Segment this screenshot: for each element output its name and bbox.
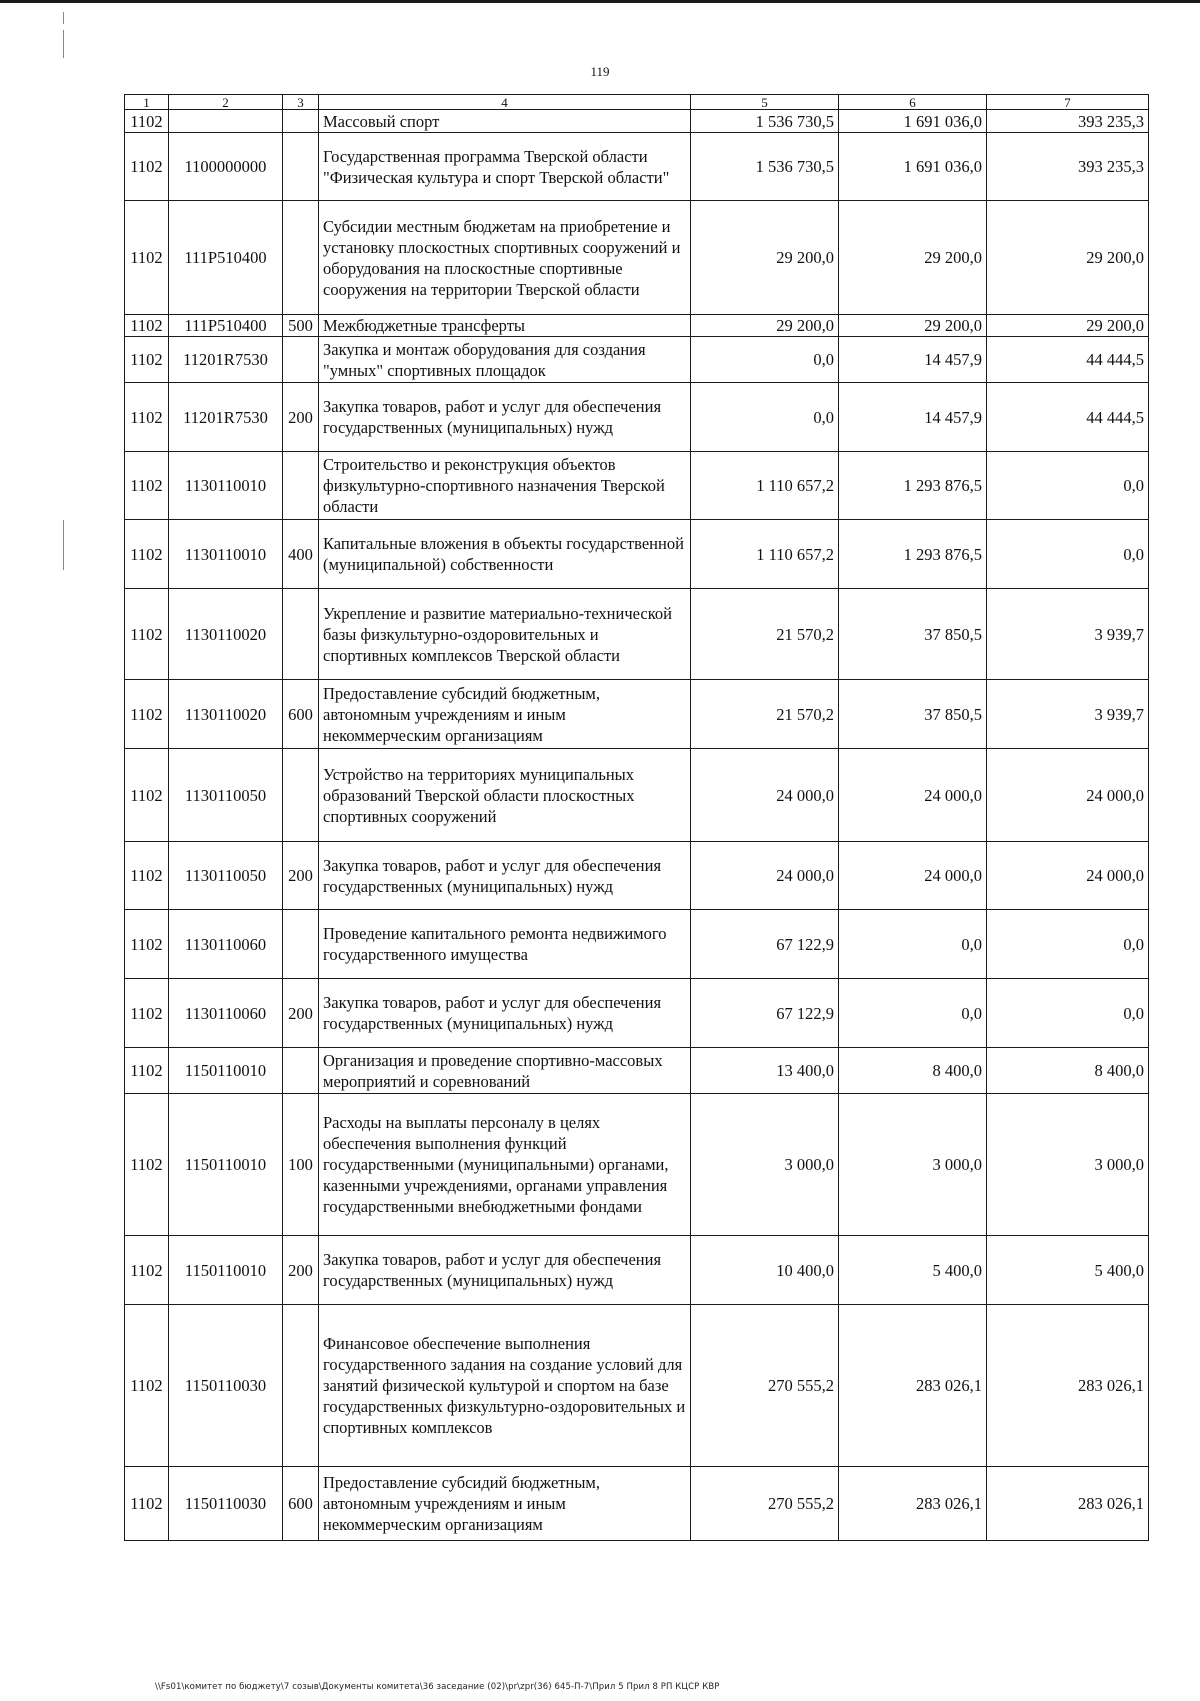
amount-col5: 29 200,0	[691, 315, 839, 337]
section-code: 1102	[125, 201, 169, 315]
expense-type-code	[283, 133, 319, 201]
table-row	[125, 1467, 1149, 1541]
scan-artifact	[63, 12, 64, 24]
item-name: Проведение капитального ремонта недвижимого государственного имущества	[319, 910, 691, 979]
item-name: Закупка товаров, работ и услуг для обеспечения государственных (муниципальных) нужд	[319, 979, 691, 1048]
target-article-code: 1150110010	[169, 1094, 283, 1236]
section-code: 1102	[125, 1305, 169, 1467]
amount-col7: 3 000,0	[987, 1094, 1149, 1236]
section-code: 1102	[125, 910, 169, 979]
amount-col6: 37 850,5	[839, 680, 987, 749]
expense-type-code: 200	[283, 842, 319, 910]
amount-col7: 44 444,5	[987, 337, 1149, 383]
target-article-code: 1130110010	[169, 452, 283, 520]
column-header: 2	[169, 95, 283, 110]
scan-artifact	[63, 30, 64, 58]
table-row	[125, 315, 1149, 337]
amount-col6: 29 200,0	[839, 315, 987, 337]
page-number: 119	[590, 64, 610, 79]
expense-type-code	[283, 589, 319, 680]
amount-col7: 8 400,0	[987, 1048, 1149, 1094]
table-row	[125, 337, 1149, 383]
amount-col5: 21 570,2	[691, 589, 839, 680]
column-header: 4	[319, 95, 691, 110]
table-row	[125, 979, 1149, 1048]
target-article-code: 1130110010	[169, 520, 283, 589]
item-name: Массовый спорт	[319, 110, 691, 133]
column-header: 1	[125, 95, 169, 110]
section-code: 1102	[125, 1094, 169, 1236]
amount-col6: 283 026,1	[839, 1305, 987, 1467]
item-name: Государственная программа Тверской области "Физическая культура и спорт Тверской области"	[319, 133, 691, 201]
table-row	[125, 110, 1149, 133]
amount-col7: 29 200,0	[987, 201, 1149, 315]
amount-col5: 13 400,0	[691, 1048, 839, 1094]
budget-table	[124, 94, 1149, 1541]
amount-col7: 29 200,0	[987, 315, 1149, 337]
section-code: 1102	[125, 1048, 169, 1094]
target-article-code: 1150110010	[169, 1236, 283, 1305]
amount-col5: 270 555,2	[691, 1305, 839, 1467]
section-code: 1102	[125, 383, 169, 452]
amount-col5: 3 000,0	[691, 1094, 839, 1236]
amount-col5: 0,0	[691, 337, 839, 383]
target-article-code: 111P510400	[169, 315, 283, 337]
section-code: 1102	[125, 979, 169, 1048]
amount-col7: 44 444,5	[987, 383, 1149, 452]
target-article-code: 11201R7530	[169, 383, 283, 452]
table-row	[125, 520, 1149, 589]
section-code: 1102	[125, 1467, 169, 1541]
target-article-code: 1150110010	[169, 1048, 283, 1094]
section-code: 1102	[125, 520, 169, 589]
expense-type-code: 100	[283, 1094, 319, 1236]
section-code: 1102	[125, 133, 169, 201]
target-article-code: 1150110030	[169, 1305, 283, 1467]
section-code: 1102	[125, 1236, 169, 1305]
amount-col7: 393 235,3	[987, 110, 1149, 133]
amount-col5: 29 200,0	[691, 201, 839, 315]
file-path-footer: \\Fs01\комитет по бюджету\7 созыв\Документы комитета\36 заседание (02)\pr\zpr(36) 645-П-7\Прил 5 Прил 8 РП КЦСР КВР	[155, 1682, 720, 1692]
item-name: Закупка товаров, работ и услуг для обеспечения государственных (муниципальных) нужд	[319, 842, 691, 910]
target-article-code: 1130110060	[169, 979, 283, 1048]
target-article-code: 1150110030	[169, 1467, 283, 1541]
target-article-code: 1130110050	[169, 749, 283, 842]
table-row	[125, 1094, 1149, 1236]
amount-col6: 1 691 036,0	[839, 110, 987, 133]
item-name: Закупка и монтаж оборудования для создания "умных" спортивных площадок	[319, 337, 691, 383]
expense-type-code: 600	[283, 680, 319, 749]
amount-col7: 0,0	[987, 520, 1149, 589]
column-number-row	[125, 95, 1149, 110]
target-article-code: 111P510400	[169, 201, 283, 315]
amount-col6: 1 293 876,5	[839, 452, 987, 520]
target-article-code	[169, 110, 283, 133]
expense-type-code: 400	[283, 520, 319, 589]
item-name: Организация и проведение спортивно-массовых мероприятий и соревнований	[319, 1048, 691, 1094]
amount-col6: 24 000,0	[839, 749, 987, 842]
expense-type-code	[283, 749, 319, 842]
expense-type-code: 500	[283, 315, 319, 337]
section-code: 1102	[125, 315, 169, 337]
table-row	[125, 133, 1149, 201]
expense-type-code	[283, 452, 319, 520]
amount-col6: 5 400,0	[839, 1236, 987, 1305]
amount-col7: 3 939,7	[987, 680, 1149, 749]
item-name: Укрепление и развитие материально-технической базы физкультурно-оздоровительных и спортивных комплексов Тверской области	[319, 589, 691, 680]
target-article-code: 1130110020	[169, 589, 283, 680]
section-code: 1102	[125, 749, 169, 842]
expense-type-code	[283, 201, 319, 315]
amount-col6: 283 026,1	[839, 1467, 987, 1541]
amount-col6: 29 200,0	[839, 201, 987, 315]
table-row	[125, 842, 1149, 910]
table-row	[125, 680, 1149, 749]
item-name: Субсидии местным бюджетам на приобретение и установку плоскостных спортивных сооружений и оборудования на плоскостные спортивные сооружения на территории Тверской области	[319, 201, 691, 315]
item-name: Закупка товаров, работ и услуг для обеспечения государственных (муниципальных) нужд	[319, 383, 691, 452]
column-header: 6	[839, 95, 987, 110]
expense-type-code: 600	[283, 1467, 319, 1541]
table-row	[125, 1048, 1149, 1094]
amount-col5: 1 110 657,2	[691, 520, 839, 589]
amount-col7: 24 000,0	[987, 749, 1149, 842]
amount-col5: 1 536 730,5	[691, 110, 839, 133]
expense-type-code	[283, 1048, 319, 1094]
amount-col5: 10 400,0	[691, 1236, 839, 1305]
amount-col6: 14 457,9	[839, 383, 987, 452]
expense-type-code	[283, 1305, 319, 1467]
table-row	[125, 749, 1149, 842]
target-article-code: 1130110050	[169, 842, 283, 910]
amount-col5: 1 536 730,5	[691, 133, 839, 201]
item-name: Межбюджетные трансферты	[319, 315, 691, 337]
amount-col6: 14 457,9	[839, 337, 987, 383]
amount-col6: 3 000,0	[839, 1094, 987, 1236]
amount-col5: 67 122,9	[691, 910, 839, 979]
column-header: 5	[691, 95, 839, 110]
section-code: 1102	[125, 337, 169, 383]
item-name: Предоставление субсидий бюджетным, автономным учреждениям и иным некоммерческим организациям	[319, 680, 691, 749]
amount-col6: 0,0	[839, 979, 987, 1048]
table-row	[125, 452, 1149, 520]
item-name: Строительство и реконструкция объектов физкультурно-спортивного назначения Тверской области	[319, 452, 691, 520]
table-row	[125, 910, 1149, 979]
item-name: Устройство на территориях муниципальных образований Тверской области плоскостных спортивных сооружений	[319, 749, 691, 842]
table-row	[125, 383, 1149, 452]
amount-col6: 24 000,0	[839, 842, 987, 910]
amount-col6: 1 293 876,5	[839, 520, 987, 589]
amount-col7: 0,0	[987, 979, 1149, 1048]
scan-top-border	[0, 0, 1200, 3]
expense-type-code	[283, 110, 319, 133]
table-row	[125, 1236, 1149, 1305]
amount-col6: 0,0	[839, 910, 987, 979]
section-code: 1102	[125, 680, 169, 749]
expense-type-code: 200	[283, 979, 319, 1048]
table-row	[125, 1305, 1149, 1467]
expense-type-code	[283, 337, 319, 383]
amount-col7: 24 000,0	[987, 842, 1149, 910]
table-row	[125, 589, 1149, 680]
target-article-code: 1100000000	[169, 133, 283, 201]
amount-col7: 0,0	[987, 452, 1149, 520]
expense-type-code	[283, 910, 319, 979]
amount-col6: 8 400,0	[839, 1048, 987, 1094]
section-code: 1102	[125, 589, 169, 680]
item-name: Финансовое обеспечение выполнения государственного задания на создание условий для занятий физической культурой и спортом на базе государственных физкультурно-оздоровительных и спортивных комплексов	[319, 1305, 691, 1467]
amount-col5: 24 000,0	[691, 749, 839, 842]
amount-col5: 270 555,2	[691, 1467, 839, 1541]
amount-col7: 283 026,1	[987, 1467, 1149, 1541]
target-article-code: 11201R7530	[169, 337, 283, 383]
item-name: Расходы на выплаты персоналу в целях обеспечения выполнения функций государственными (муниципальными) органами, казенными учреждениями, органами управления государственными внебюджетными фондами	[319, 1094, 691, 1236]
section-code: 1102	[125, 110, 169, 133]
column-header: 7	[987, 95, 1149, 110]
amount-col6: 1 691 036,0	[839, 133, 987, 201]
expense-type-code: 200	[283, 1236, 319, 1305]
item-name: Предоставление субсидий бюджетным, автономным учреждениям и иным некоммерческим организациям	[319, 1467, 691, 1541]
scan-artifact	[63, 520, 64, 570]
table-row	[125, 201, 1149, 315]
item-name: Капитальные вложения в объекты государственной (муниципальной) собственности	[319, 520, 691, 589]
amount-col7: 283 026,1	[987, 1305, 1149, 1467]
column-header: 3	[283, 95, 319, 110]
target-article-code: 1130110020	[169, 680, 283, 749]
amount-col5: 24 000,0	[691, 842, 839, 910]
section-code: 1102	[125, 452, 169, 520]
amount-col7: 0,0	[987, 910, 1149, 979]
expense-type-code: 200	[283, 383, 319, 452]
section-code: 1102	[125, 842, 169, 910]
amount-col7: 3 939,7	[987, 589, 1149, 680]
amount-col5: 0,0	[691, 383, 839, 452]
amount-col7: 393 235,3	[987, 133, 1149, 201]
amount-col6: 37 850,5	[839, 589, 987, 680]
item-name: Закупка товаров, работ и услуг для обеспечения государственных (муниципальных) нужд	[319, 1236, 691, 1305]
amount-col5: 21 570,2	[691, 680, 839, 749]
target-article-code: 1130110060	[169, 910, 283, 979]
amount-col7: 5 400,0	[987, 1236, 1149, 1305]
amount-col5: 1 110 657,2	[691, 452, 839, 520]
amount-col5: 67 122,9	[691, 979, 839, 1048]
